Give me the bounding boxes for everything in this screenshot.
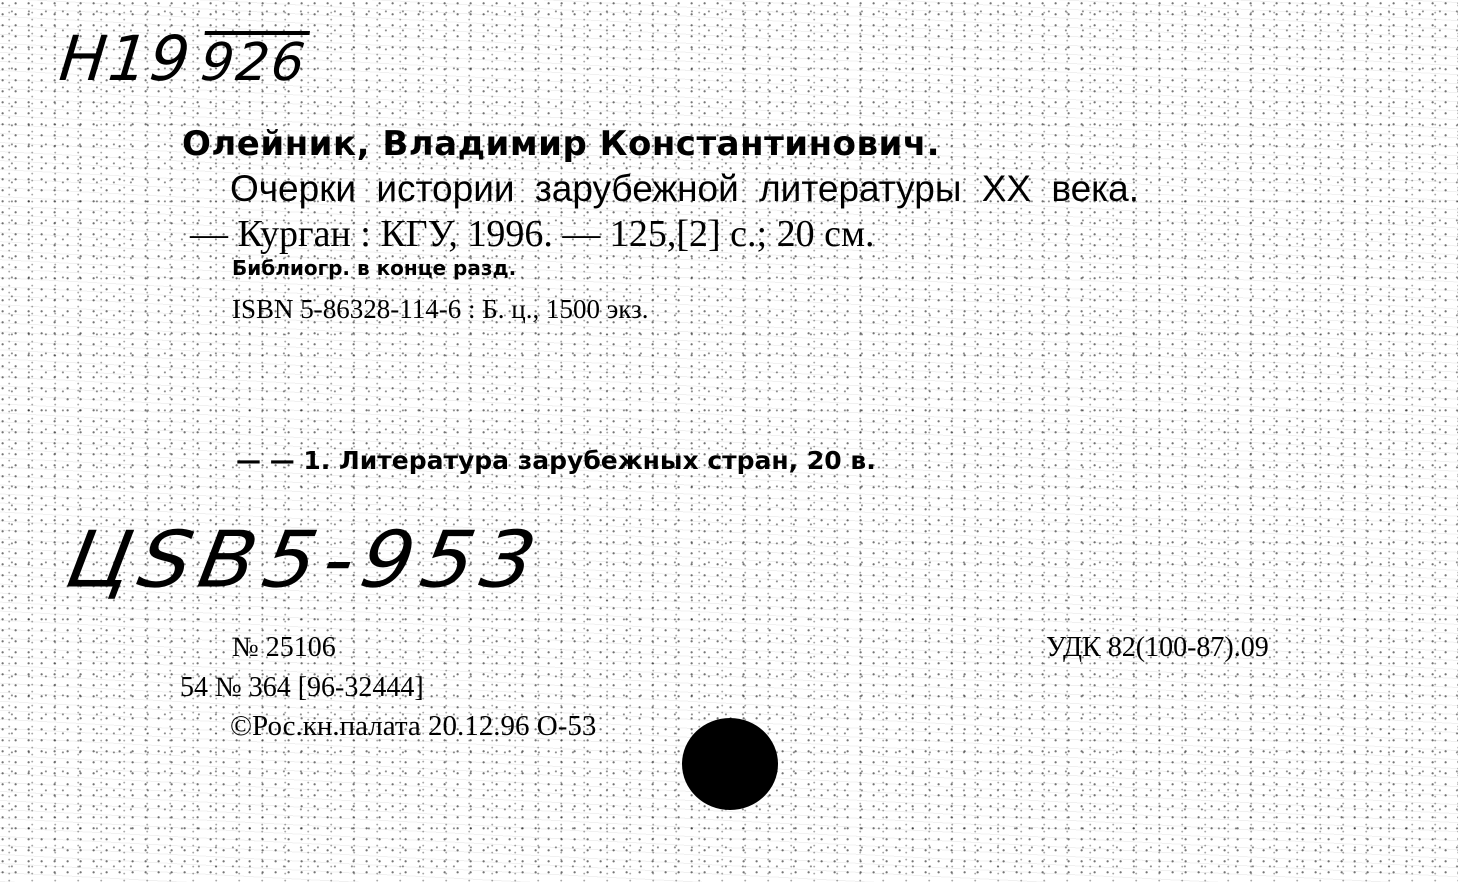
handwritten-shelf-mark [56, 22, 310, 95]
copyright-line: ©Рос.кн.палата 20.12.96 О-53 [230, 710, 597, 742]
handwritten-shelf-mark-main: Н19 [56, 22, 196, 95]
registry-number: 54 № 364 [96-32444] [180, 672, 424, 703]
title-line: Очерки истории зарубежной литературы XX века. [230, 168, 1140, 209]
bibliography-note: Библиогр. в конце разд. [232, 256, 517, 280]
author-line: Олейник, Владимир Константинович. [182, 124, 941, 164]
subject-heading: — — 1. Литература зарубежных стран, 20 в. [236, 446, 876, 475]
handwritten-code: ЦSB5-953 [60, 515, 551, 606]
punch-hole [682, 718, 778, 810]
imprint-line: — Курган : КГУ, 1996. — 125,[2] с.; 20 см. [190, 213, 875, 255]
card-number: № 25106 [232, 632, 336, 663]
udk-code: УДК 82(100-87).09 [1046, 632, 1269, 663]
isbn-line: ISBN 5-86328-114-6 : Б. ц., 1500 экз. [232, 294, 649, 324]
handwritten-shelf-mark-tail: 926 [197, 33, 310, 93]
